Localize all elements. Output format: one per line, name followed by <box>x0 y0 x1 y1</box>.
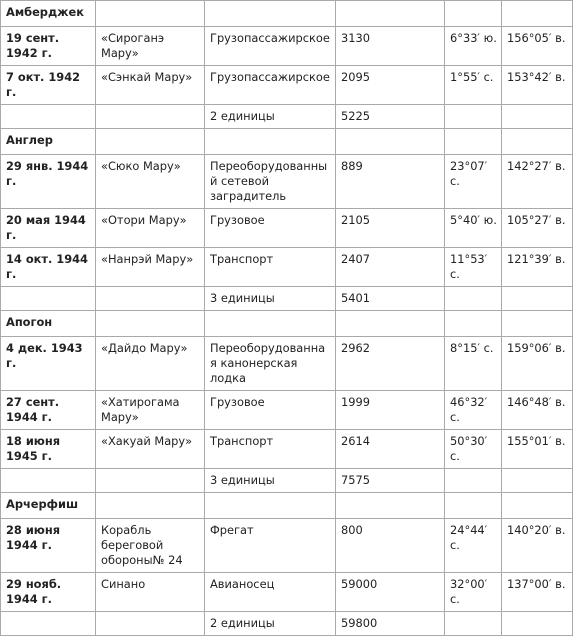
table-row <box>1 209 573 248</box>
date-cell: 19 сент. 1942 г. <box>1 27 96 66</box>
group-header-row <box>1 493 573 519</box>
longitude-cell: 105°27′ в. <box>502 209 573 248</box>
table-row <box>1 155 573 209</box>
tonnage-cell: 800 <box>336 519 445 573</box>
date-cell: 29 нояб. 1944 г. <box>1 573 96 612</box>
ship-type-cell: Транспорт <box>205 248 336 287</box>
submarine-name: Апогон <box>1 311 96 337</box>
ship-type-cell: Грузопассажирское <box>205 27 336 66</box>
ship-type-cell: Транспорт <box>205 430 336 469</box>
tonnage-cell: 2105 <box>336 209 445 248</box>
ship-type-cell: Грузовое <box>205 391 336 430</box>
date-cell: 7 окт. 1942 г. <box>1 66 96 105</box>
ship-type-cell: Переоборудованный сетевой заградитель <box>205 155 336 209</box>
total-tonnage-cell: 5401 <box>336 287 445 311</box>
longitude-cell: 159°06′ в. <box>502 337 573 391</box>
table-row <box>1 337 573 391</box>
latitude-cell: 11°53′ с. <box>445 248 502 287</box>
ship-name-cell: «Сюко Мару» <box>96 155 205 209</box>
total-tonnage-cell: 59800 <box>336 612 445 636</box>
group-header-row <box>1 129 573 155</box>
group-header-row <box>1 311 573 337</box>
latitude-cell: 1°55′ с. <box>445 66 502 105</box>
tonnage-cell: 1999 <box>336 391 445 430</box>
ship-name-cell: «Отори Мару» <box>96 209 205 248</box>
total-row <box>1 105 573 129</box>
tonnage-cell: 2407 <box>336 248 445 287</box>
ship-name-cell: «Нанрэй Мару» <box>96 248 205 287</box>
longitude-cell: 146°48′ в. <box>502 391 573 430</box>
ship-type-cell: Грузовое <box>205 209 336 248</box>
submarine-name: Амберджек <box>1 1 96 27</box>
latitude-cell: 6°33′ ю. <box>445 27 502 66</box>
tonnage-cell: 3130 <box>336 27 445 66</box>
total-units-cell: 3 единицы <box>205 469 336 493</box>
tonnage-cell: 889 <box>336 155 445 209</box>
table-row <box>1 430 573 469</box>
table-row <box>1 573 573 612</box>
ship-type-cell: Грузопассажирское <box>205 66 336 105</box>
date-cell: 18 июня 1945 г. <box>1 430 96 469</box>
tonnage-cell: 2614 <box>336 430 445 469</box>
total-units-cell: 2 единицы <box>205 105 336 129</box>
total-row <box>1 469 573 493</box>
longitude-cell: 156°05′ в. <box>502 27 573 66</box>
table-row <box>1 248 573 287</box>
latitude-cell: 23°07′ с. <box>445 155 502 209</box>
latitude-cell: 46°32′ с. <box>445 391 502 430</box>
latitude-cell: 24°44′ с. <box>445 519 502 573</box>
longitude-cell: 140°20′ в. <box>502 519 573 573</box>
longitude-cell: 153°42′ в. <box>502 66 573 105</box>
ship-type-cell: Авианосец <box>205 573 336 612</box>
longitude-cell: 121°39′ в. <box>502 248 573 287</box>
latitude-cell: 50°30′ с. <box>445 430 502 469</box>
latitude-cell: 8°15′ с. <box>445 337 502 391</box>
ship-name-cell: «Сэнкай Мару» <box>96 66 205 105</box>
date-cell: 28 июня 1944 г. <box>1 519 96 573</box>
ship-type-cell: Переоборудованная канонерская лодка <box>205 337 336 391</box>
ship-name-cell: «Хатирогама Мару» <box>96 391 205 430</box>
total-tonnage-cell: 7575 <box>336 469 445 493</box>
total-units-cell: 2 единицы <box>205 612 336 636</box>
date-cell: 14 окт. 1944 г. <box>1 248 96 287</box>
submarine-name: Англер <box>1 129 96 155</box>
table-row <box>1 66 573 105</box>
group-header-row <box>1 1 573 27</box>
ship-name-cell: «Хакуай Мару» <box>96 430 205 469</box>
total-row <box>1 612 573 636</box>
ship-name-cell: «Дайдо Мару» <box>96 337 205 391</box>
ship-name-cell: Корабль береговой обороны№ 24 <box>96 519 205 573</box>
longitude-cell: 137°00′ в. <box>502 573 573 612</box>
longitude-cell: 155°01′ в. <box>502 430 573 469</box>
date-cell: 27 сент. 1944 г. <box>1 391 96 430</box>
ship-name-cell: Синано <box>96 573 205 612</box>
submarine-name: Арчерфиш <box>1 493 96 519</box>
latitude-cell: 5°40′ ю. <box>445 209 502 248</box>
date-cell: 29 янв. 1944 г. <box>1 155 96 209</box>
tonnage-cell: 2962 <box>336 337 445 391</box>
ship-name-cell: «Сироганэ Мару» <box>96 27 205 66</box>
ship-type-cell: Фрегат <box>205 519 336 573</box>
total-tonnage-cell: 5225 <box>336 105 445 129</box>
longitude-cell: 142°27′ в. <box>502 155 573 209</box>
total-row <box>1 287 573 311</box>
table-row <box>1 391 573 430</box>
table-row <box>1 27 573 66</box>
latitude-cell: 32°00′ с. <box>445 573 502 612</box>
tonnage-cell: 2095 <box>336 66 445 105</box>
date-cell: 4 дек. 1943 г. <box>1 337 96 391</box>
date-cell: 20 мая 1944 г. <box>1 209 96 248</box>
total-units-cell: 3 единицы <box>205 287 336 311</box>
table-row <box>1 519 573 573</box>
tonnage-cell: 59000 <box>336 573 445 612</box>
